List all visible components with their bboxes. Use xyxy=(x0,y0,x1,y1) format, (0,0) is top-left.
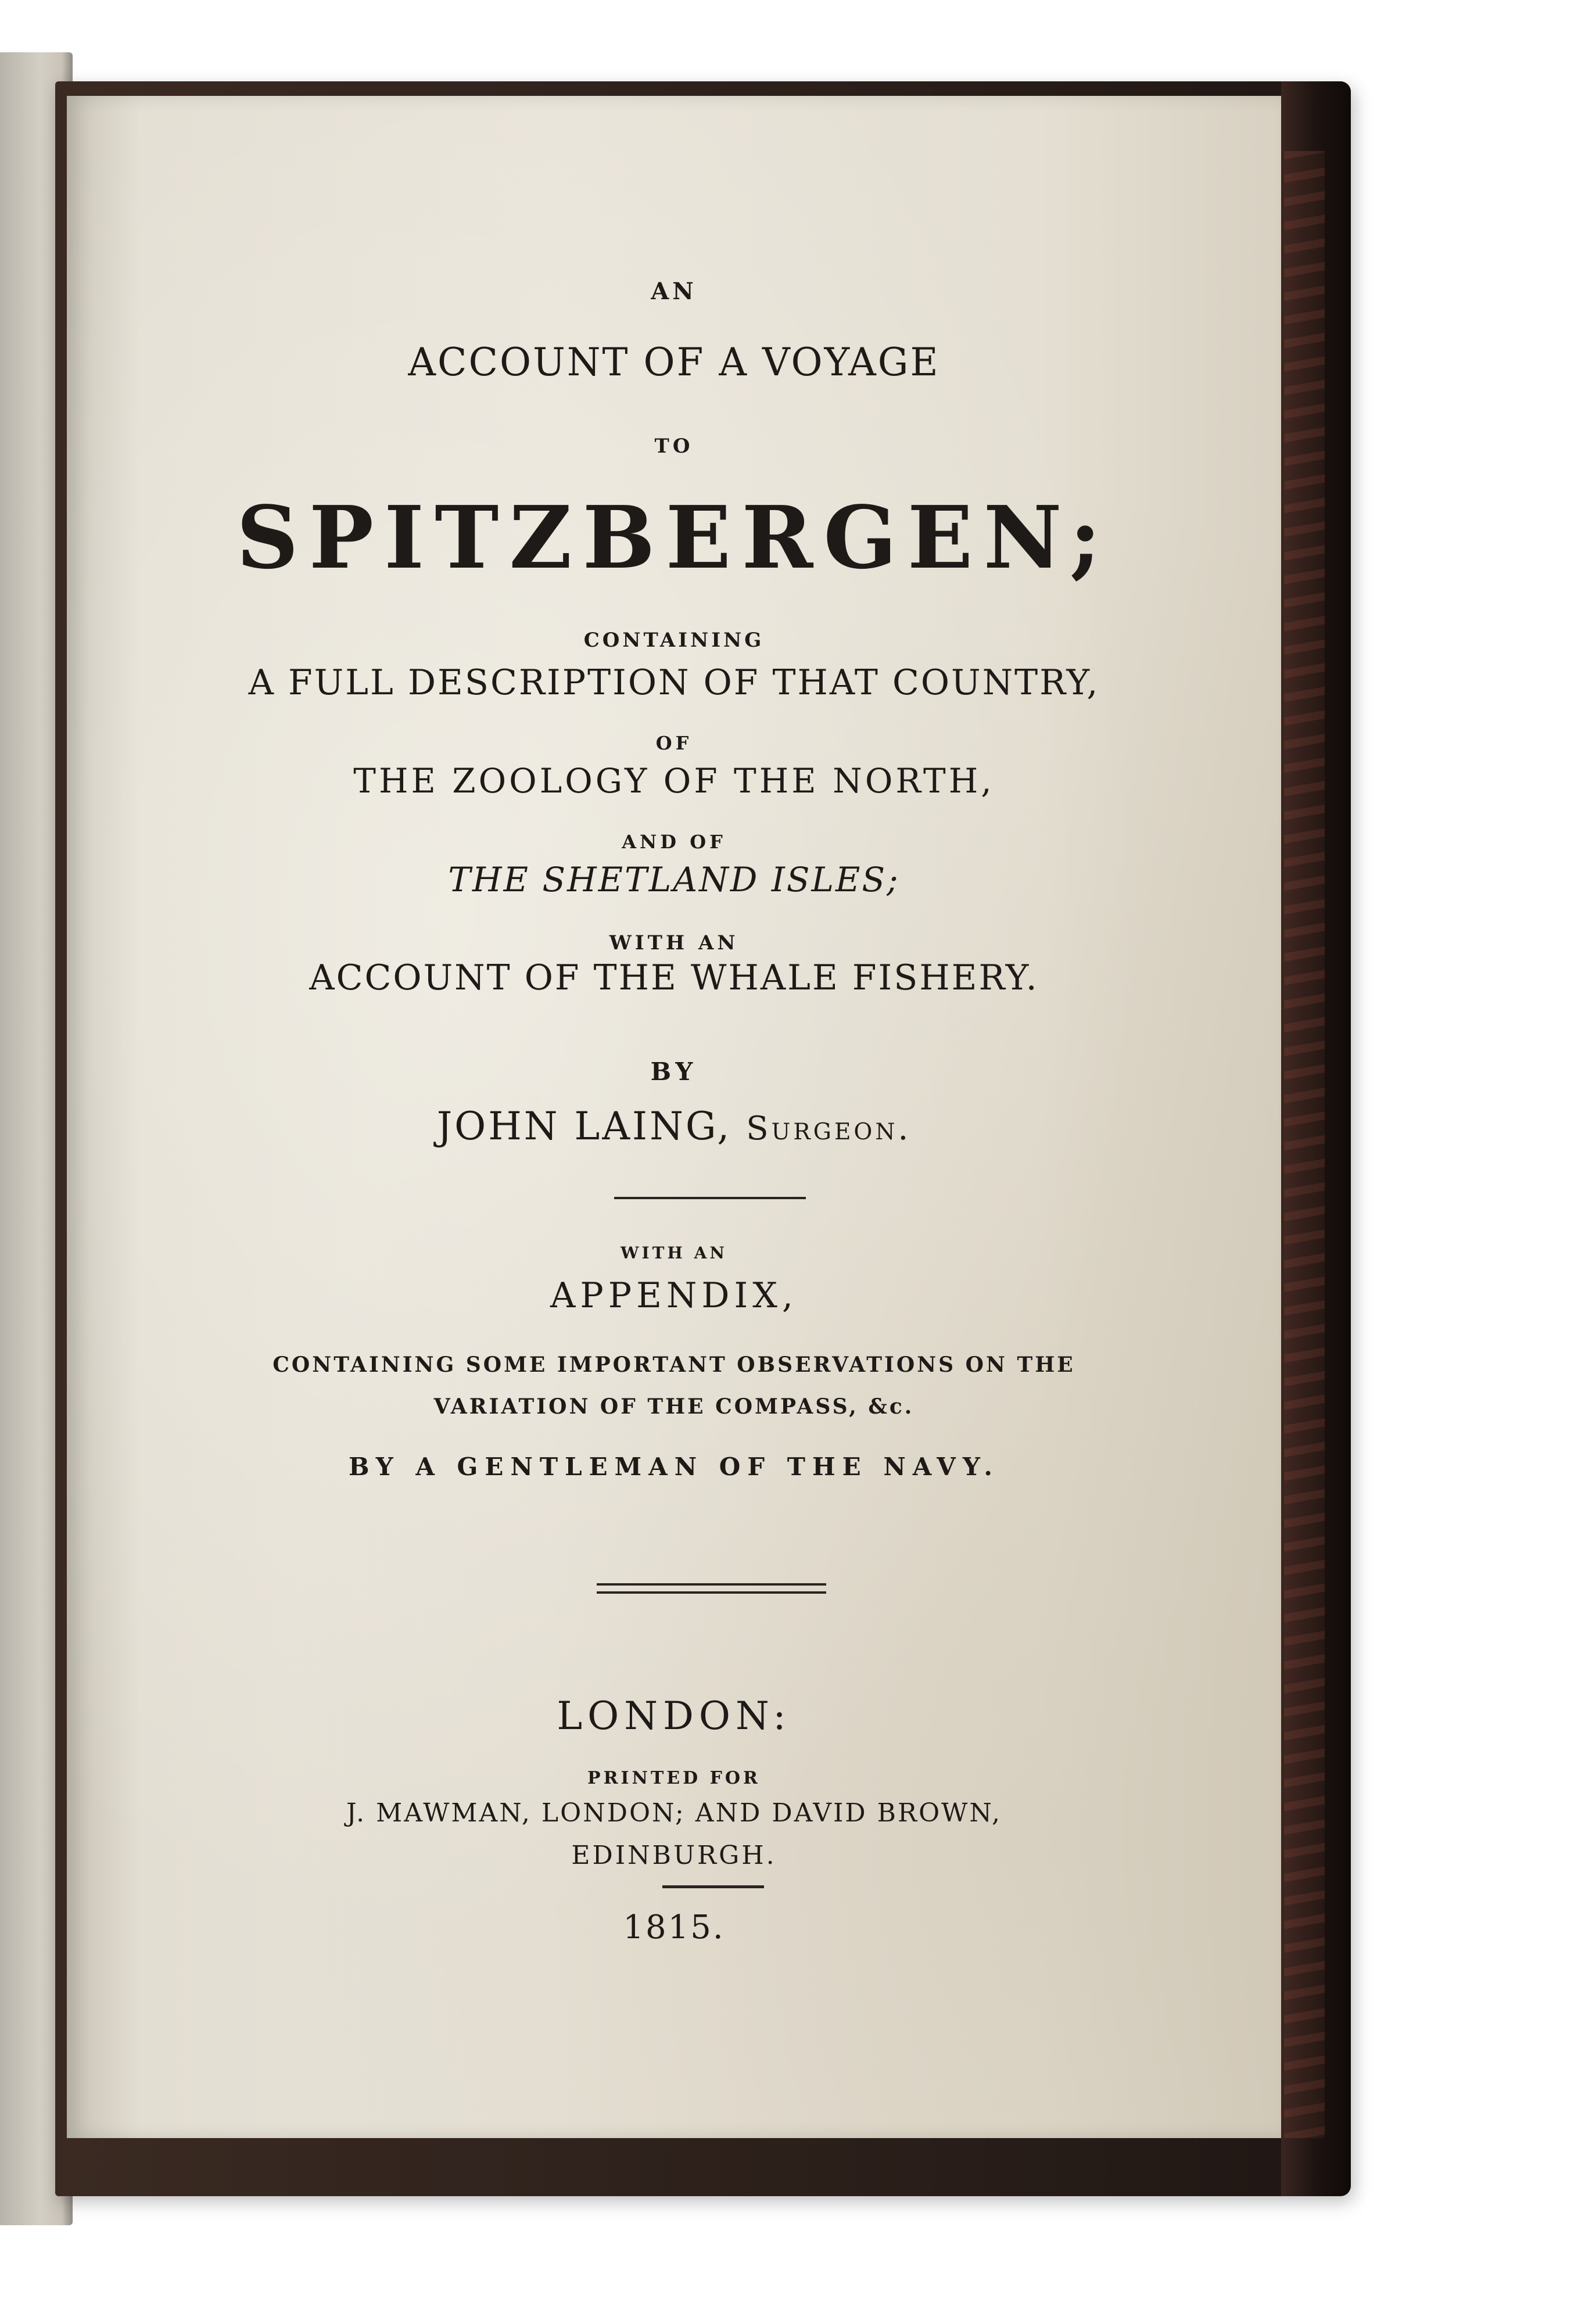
author-name: JOHN LAING, xyxy=(436,1104,732,1149)
author-line xyxy=(67,1104,1281,1149)
line-account-of-a-voyage: ACCOUNT OF A VOYAGE xyxy=(408,340,940,385)
line-printed-for: PRINTED FOR xyxy=(587,1768,761,1788)
line-gentleman-of-the-navy: BY A GENTLEMAN OF THE NAVY. xyxy=(348,1452,1000,1481)
year-rule xyxy=(662,1885,764,1888)
line-whale-fishery: ACCOUNT OF THE WHALE FISHERY. xyxy=(309,957,1039,998)
line-appendix: APPENDIX, xyxy=(550,1275,798,1316)
title-page xyxy=(67,96,1281,2138)
line-zoology: THE ZOOLOGY OF THE NORTH, xyxy=(353,761,995,801)
line-of: OF xyxy=(655,732,693,754)
line-edinburgh: EDINBURGH. xyxy=(571,1841,777,1870)
ornamental-rule xyxy=(597,1583,826,1594)
line-shetland: THE SHETLAND ISLES; xyxy=(448,860,900,899)
line-appendix-desc-1: CONTAINING SOME IMPORTANT OBSERVATIONS ON THE xyxy=(272,1353,1075,1377)
line-with-an-2: WITH AN xyxy=(621,1243,727,1263)
line-and-of: AND OF xyxy=(622,831,726,853)
line-to: TO xyxy=(654,435,694,458)
line-year: 1815. xyxy=(623,1909,725,1946)
line-an: AN xyxy=(651,278,697,305)
separator-rule xyxy=(614,1197,806,1199)
line-full-description: A FULL DESCRIPTION OF THAT COUNTRY, xyxy=(248,662,1100,703)
line-containing: CONTAINING xyxy=(583,629,765,652)
line-appendix-desc-2: VARIATION OF THE COMPASS, &c. xyxy=(433,1394,914,1419)
author-title: Surgeon. xyxy=(746,1110,912,1147)
line-with-an: WITH AN xyxy=(609,931,739,955)
line-by: BY xyxy=(650,1057,698,1086)
line-publishers: J. MAWMAN, LONDON; AND DAVID BROWN, xyxy=(346,1798,1002,1828)
line-london: LONDON: xyxy=(557,1694,791,1738)
marbled-board-edge xyxy=(1284,151,1325,2138)
main-title: SPITZBERGEN; xyxy=(236,487,1112,588)
